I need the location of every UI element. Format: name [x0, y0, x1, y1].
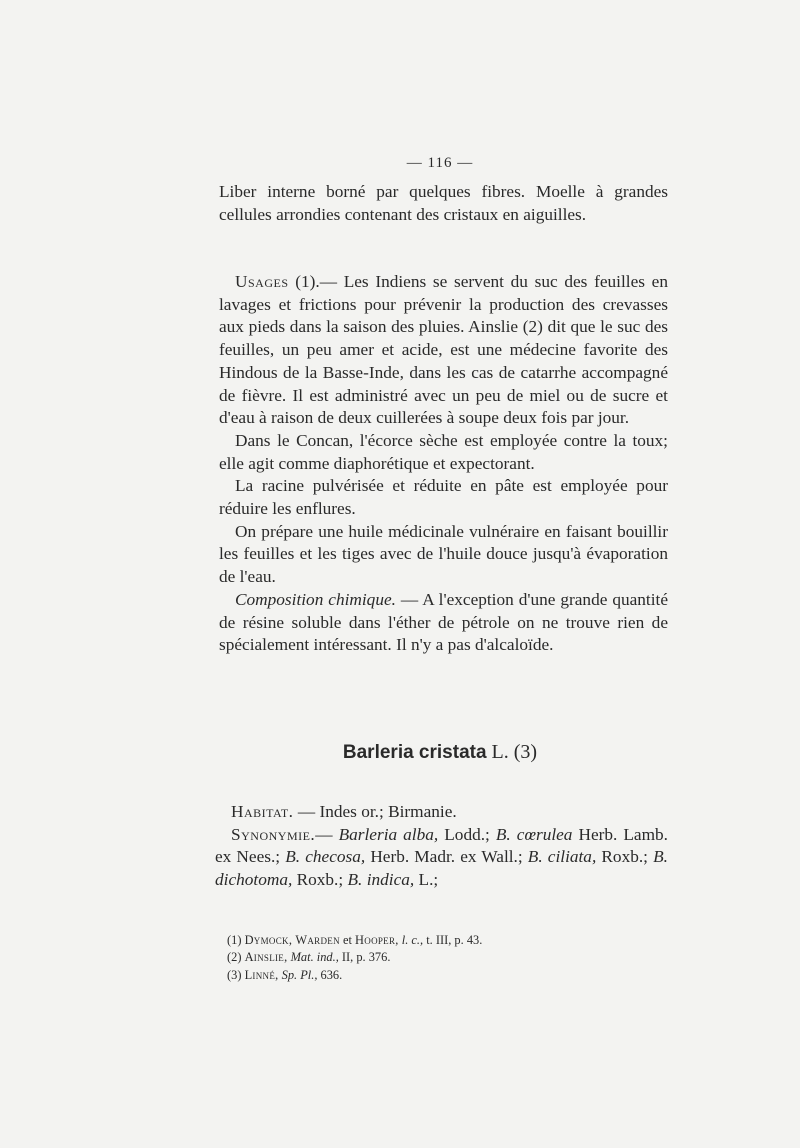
usages-section — [219, 271, 668, 657]
racine-paragraph: La racine pulvérisée et réduite en pâte est employée pour réduire les enflures. — [219, 476, 668, 519]
footnote-title: l. c., — [398, 933, 424, 947]
synonym-name: B. indica, — [347, 870, 415, 890]
concan-paragraph: Dans le Concan, l'écorce sèche est employée contre la toux; elle agit comme diaphorétique et expectorant. — [219, 430, 668, 473]
synonym-authority: Herb. Lamb. ex Nees.; — [215, 824, 668, 867]
intro-paragraph — [219, 181, 668, 226]
synonym-authority: Lodd.; — [438, 824, 496, 844]
footnote-author: Dymock, Warden — [244, 933, 340, 947]
page-number: — 116 — — [406, 155, 474, 171]
synonymie-dash: — — [315, 824, 339, 844]
habitat-label: Habitat. — [231, 802, 294, 821]
usages-heading: Usages — [235, 272, 289, 291]
species-title — [0, 741, 800, 764]
footnote-title: Sp. Pl., — [278, 967, 318, 982]
synonym-authority: Roxb.; — [596, 847, 654, 867]
footnote-text: II, p. 376. — [338, 950, 391, 965]
footnote-2 — [227, 949, 647, 966]
composition-text: — A l'exception d'une grande quantité de résine soluble dans l'éther de pétrole on ne trouve rien de spécialement intéressant. Il n'y a pas d'alcaloïde. — [219, 589, 669, 655]
species-name: Barleria cristata — [342, 742, 487, 763]
intro-text: Liber interne borné par quelques fibres. Moelle à grandes cellules arrondies contenant des cristaux en aiguilles. — [219, 182, 668, 224]
synonymie-label: Synonymie. — [231, 824, 316, 844]
species-section — [215, 801, 668, 892]
synonym-name: B. checosa, — [285, 847, 366, 867]
usages-paragraph — [219, 271, 668, 430]
footnote-number: (1) — [227, 933, 242, 947]
synonym-authority: Roxb.; — [292, 870, 348, 890]
footnote-author: Linné, — [244, 967, 279, 982]
footnotes — [227, 932, 647, 984]
footnote-3 — [227, 967, 647, 984]
footnote-number: (2) — [227, 950, 242, 965]
footnote-number: (3) — [227, 967, 242, 982]
synonym-name: B. dichotoma, — [215, 847, 668, 890]
footnote-author: Ainslie, — [244, 950, 288, 965]
synonym-name: Barleria alba, — [338, 824, 439, 844]
synonym-authority: L.; — [414, 870, 439, 890]
footnote-text: t. III, p. 43. — [423, 933, 483, 947]
species-author: L. — [491, 741, 509, 763]
usages-footnote-ref: (1). — [295, 272, 320, 291]
species-footnote-ref: (3) — [513, 741, 538, 763]
habitat-text: — Indes or.; Birmanie. — [297, 802, 457, 821]
synonym-name: B. ciliata, — [527, 847, 597, 867]
footnote-text: 636. — [317, 967, 343, 982]
footnote-1 — [227, 932, 647, 949]
composition-paragraph — [219, 589, 668, 657]
synonym-name: B. cœrulea — [495, 824, 573, 844]
huile-paragraph: On prépare une huile médicinale vulnéraire en faisant bouillir les feuilles et les tiges avec de l'huile douce jusqu'à évaporation de l'eau. — [219, 521, 668, 587]
synonym-authority: Herb. Madr. ex Wall.; — [365, 847, 528, 867]
synonymie-paragraph — [215, 824, 668, 892]
usages-text: — Les Indiens se servent du suc des feuilles en lavages et frictions pour prévenir la production des crevasses aux pieds dans la saison des pluies. Ainslie (2) dit que le suc des feuilles, un peu amer et acide, est une médecine favorite des Hindous de la Basse-Inde, dans les cas de catarrhe accompagné de fièvre. Il est administré avec un peu de miel ou de sucre et d'eau à raison de deux cuillerées à soupe deux fois par jour. — [219, 272, 668, 428]
footnote-title: Mat. ind., — [287, 950, 339, 965]
composition-label: Composition chimique. — [235, 589, 396, 609]
footnote-author: Hooper, — [355, 933, 399, 947]
footnote-text: et — [339, 933, 356, 947]
habitat-paragraph — [215, 801, 668, 824]
